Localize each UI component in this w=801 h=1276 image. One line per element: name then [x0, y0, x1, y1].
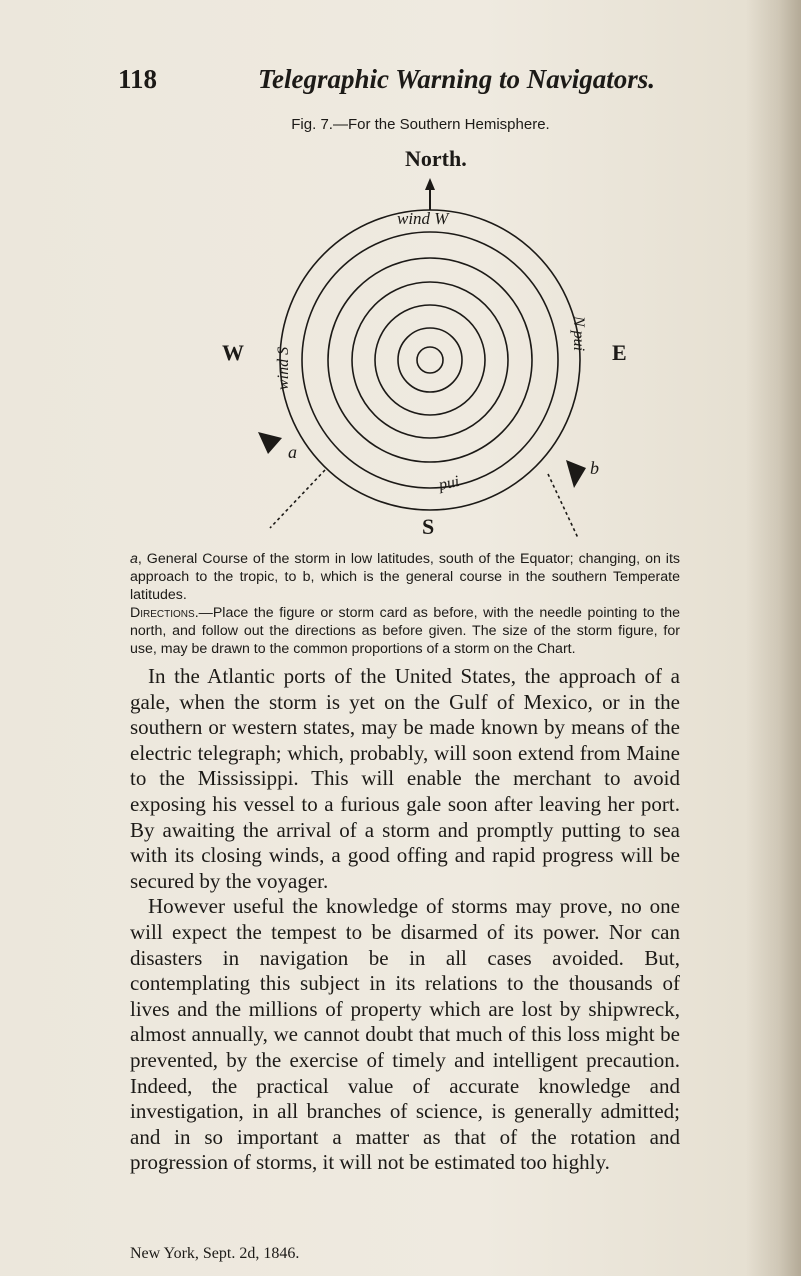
note-directions: [130, 604, 680, 658]
storm-ring-1: [280, 210, 580, 510]
top-arc-label: wind W: [397, 209, 449, 228]
right-arc-label: N pui: [570, 316, 587, 352]
storm-ring-2: [302, 232, 558, 488]
south-label: S: [422, 514, 435, 539]
left-arc-label: wind S: [275, 346, 292, 390]
page-edge-shadow: [746, 0, 801, 1276]
page-number: 118: [118, 64, 158, 94]
dateline: New York, Sept. 2d, 1846.: [130, 1245, 300, 1262]
page-header: [118, 64, 678, 104]
bottom-arc-label: pui: [437, 473, 461, 494]
paragraph-2: However useful the knowledge of storms may prove, no one will expect the tempest to be disarmed of its power. Nor can disasters in navigation be in all cases avoided. But, contemplating this subject in its relations to the thousands of lives and the millions of property which are lost by shipwreck, almost annually, we cannot doubt that much of this loss might be prevented, by the exercise of timely and intelligent precaution. Indeed, the practical value of accurate knowledge and investigation, in all branches of science, is generally admitted; and in so important a matter as that of the rotation and progression of storms, it will not be estimated too highly.: [130, 894, 680, 1175]
course-line-a: [270, 470, 325, 528]
storm-ring-3: [328, 258, 532, 462]
directions-text: —Place the figure or storm card as before, with the needle pointing to the north, and follow out the directions as before given. The size of the storm figure, for use, may be drawn to the common proportions of a storm on the Chart.: [130, 605, 680, 657]
paragraph-1: In the Atlantic ports of the United States, the approach of a gale, when the storm is yet on the Gulf of Mexico, or in the southern or western states, may be made known by means of the electric telegraph; which, probably, will soon extend from Maine to the Mississippi. This will enable the merchant to avoid exposing his vessel to a furious gale soon after leaving her port. By awaiting the arrival of a storm and promptly putting to sea with its closing winds, a good offing and rapid progress will be secured by the voyager.: [130, 664, 680, 893]
arrow-a: [258, 432, 282, 454]
figure-notes: [130, 550, 680, 658]
figure-caption: Fig. 7.—For the Southern Hemisphere.: [291, 116, 550, 133]
directions-label: Directions.: [130, 605, 199, 621]
storm-ring-5: [375, 305, 485, 415]
north-arrowhead: [425, 178, 435, 190]
point-a-label: a: [288, 442, 297, 462]
north-label: North.: [405, 146, 467, 171]
west-label: W: [222, 340, 244, 365]
east-label: E: [612, 340, 627, 365]
note-a: [130, 550, 680, 604]
storm-ring-6: [398, 328, 462, 392]
note-a-text: , General Course of the storm in low latitudes, south of the Equator; changing, on its approach to the tropic, to b, which is the general course in the southern Temperate latitudes.: [130, 551, 680, 603]
arrow-b: [566, 460, 586, 488]
note-a-letter: a: [130, 551, 138, 567]
storm-card-diagram: [222, 138, 630, 539]
body-text: [130, 664, 680, 1176]
storm-center: [417, 347, 443, 373]
point-b-label: b: [590, 458, 599, 478]
running-title: Telegraphic Warning to Navigators.: [258, 64, 656, 94]
